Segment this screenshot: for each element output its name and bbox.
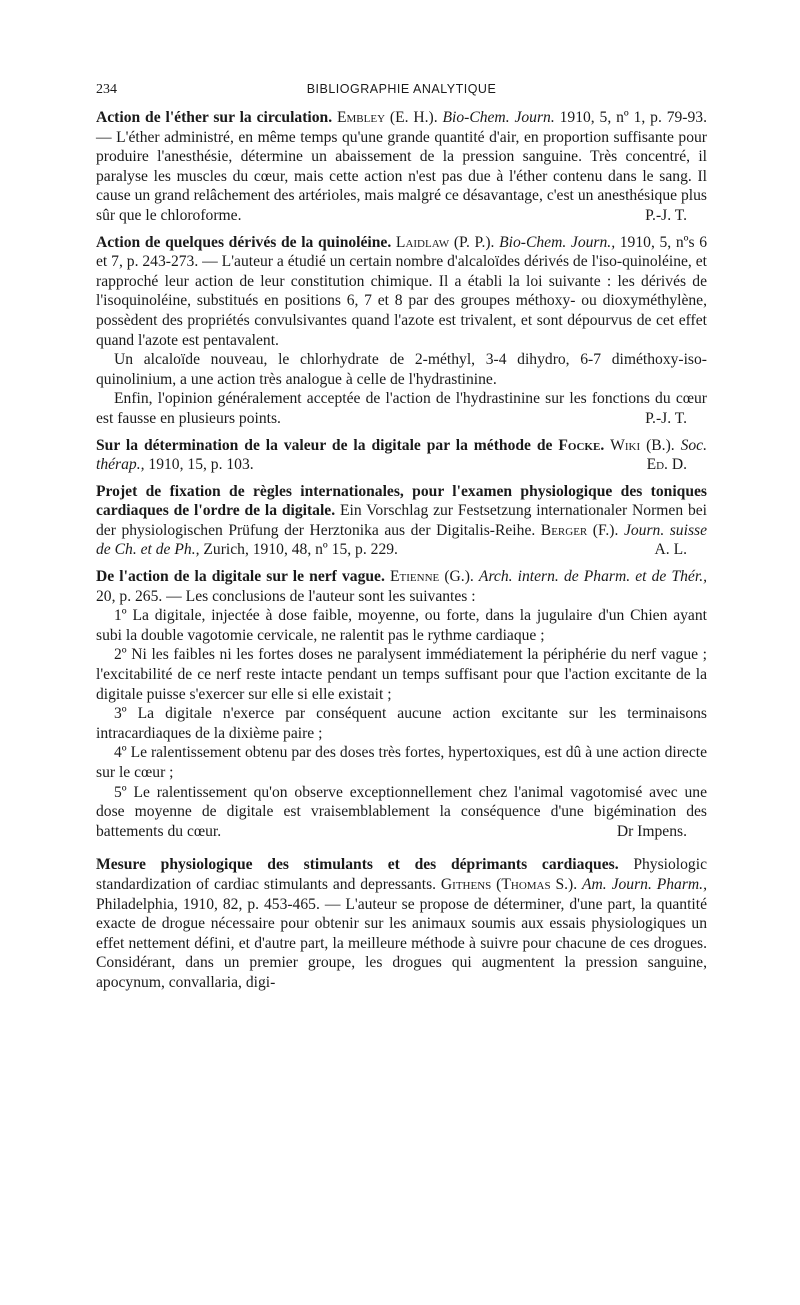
entry-author: Etienne [390, 568, 440, 586]
entry-title: Mesure physiologique des stimulants et des déprimants cardiaques. [96, 856, 619, 874]
entry-paragraph-3 [96, 389, 707, 428]
conclusion-point: 2º Ni les faibles ni les fortes doses ne paralysent immédiatement la périphérie du nerf vague ; l'excitabilité de ce nerf reste intacte pendant un temps suffisant pour que l'action excitante de la digitale puisse s'exercer sur elle si elle existait ; [96, 646, 707, 703]
entry-author: Wiki [610, 436, 641, 454]
entry-mesure-physiologique [96, 855, 707, 992]
entry-journal: Soc. thérap., [96, 436, 707, 474]
conclusion-point: 3º La digitale n'exerce par conséquent aucune action excitante sur les terminaisons intracardiaques de la dixième paire ; [96, 705, 707, 742]
entry-title: Action de quelques dérivés de la quinoléine. [96, 233, 392, 251]
entry-journal: Bio-Chem. Journ. [442, 109, 555, 126]
entry-paragraph [96, 482, 707, 560]
entry-reference: 1910, 15, p. 103. [144, 456, 254, 474]
running-head [96, 82, 707, 108]
entry-english-title: Physiologic standardization of cardiac stimulants and depressants. [96, 856, 707, 893]
entry-body: Ein Vorschlag zur Festsetzung internationaler Normen bei der physiologischen Prüfung der Herztonika aus der Digitalis-Reihe. [96, 502, 707, 539]
entry-reference: 1910, 5, nºs 6 et 7, p. 243-273. [96, 233, 708, 271]
entry-paragraph [96, 436, 707, 475]
entry-paragraph-3-text: Enfin, l'opinion généralement acceptée de l'action de l'hydrastinine sur les fonctions du cœur est fausse en plusieurs points. [96, 390, 707, 427]
entry-ether [96, 108, 707, 226]
entry-regles-internationales [96, 482, 707, 560]
entry-paragraph [96, 567, 707, 606]
conclusion-point-text: 5º Le ralentissement qu'on observe exceptionnellement chez l'animal vagotomisé avec une dose moyenne de digitale est vraisemblablement la conséquence d'une bigémination des battements du cœur. [96, 783, 707, 840]
entry-title: Action de l'éther sur la circulation. [96, 109, 333, 126]
entry-nerf-vague [96, 567, 707, 841]
entry-journal: Arch. intern. de Pharm. et de Thér., [478, 568, 707, 586]
entry-reference: 20, p. 265. [96, 587, 163, 605]
running-title: BIBLIOGRAPHIE ANALYTIQUE [306, 82, 497, 96]
entry-author-initials: (P. P.). [449, 233, 500, 251]
entry-author: Githens [440, 875, 492, 893]
entry-author-initials: (G.). [439, 568, 479, 586]
entry-signature: A. L. [654, 541, 687, 559]
entry-body: — Les conclusions de l'auteur sont les suivantes : [162, 587, 476, 605]
entry-title: Sur la détermination de la valeur de la digitale par la méthode de [96, 436, 553, 454]
entry-reference: Zurich, 1910, 48, nº 15, p. 229. [199, 541, 398, 559]
entry-signature: Ed. D. [646, 456, 687, 474]
entry-digitale-focke [96, 436, 707, 475]
entry-body: — L'auteur a étudié un certain nombre d'alcaloïdes dérivés de l'iso-quinoléine, et rapproché leur action de leur constitution chimique. Il a établi la loi suivante : les dérivés de l'isoquinoléine, substitués en positions 6, 7 et 8 par des groupes méthoxy- ou dioxyméthylène, possèdent des propriétés convulsivantes quand l'azote est trivalent, et sont dépourvus de cet effet quand l'azote est pentavalent. [96, 253, 707, 349]
conclusion-point-last [96, 783, 707, 842]
entry-author-initials: (F.). [587, 521, 624, 539]
entry-title-name: Focke. [558, 436, 605, 454]
entry-reference: 1910, 5, nº 1, p. 79-93. [554, 109, 707, 126]
entry-journal: Bio-Chem. Journ., [499, 233, 616, 251]
entry-body: — L'auteur se propose de déterminer, d'une part, la quantité exacte de drogue nécessaire pour obtenir sur les animaux soumis aux essais physiologiques un effet nettement défini, et d'autre part, la meilleure méthode à suivre pour chacune de ces drogues. Considérant, dans un premier groupe, les drogues qui augmentent la pression sanguine, apocynum, convallaria, digi- [96, 895, 708, 991]
entry-author-initials: (Thomas S.). [491, 875, 583, 893]
entry-signature: P.-J. T. [645, 409, 687, 427]
entry-quinoleine [96, 233, 707, 429]
entry-title: De l'action de la digitale sur le nerf vague. [96, 568, 385, 586]
entry-paragraph-2: Un alcaloïde nouveau, le chlorhydrate de 2-méthyl, 3-4 dihydro, 6-7 diméthoxy-iso-quinolinium, a une action très analogue à celle de l'hydrastinine. [96, 351, 707, 388]
entry-author: Berger [540, 521, 588, 539]
entry-journal: Journ. suisse de Ch. et de Ph., [96, 521, 707, 559]
entry-signature: Dr Impens. [616, 822, 687, 840]
entry-title: Projet de fixation de règles internationales, pour l'examen physiologique des toniques cardiaques de l'ordre de la digitale. [96, 482, 707, 520]
entry-reference: Philadelphia, 1910, 82, p. 453-465. [96, 895, 320, 913]
entry-paragraph [96, 233, 707, 351]
entry-author-initials: (B.). [640, 436, 681, 454]
entry-author: Embley [336, 109, 386, 126]
entry-paragraph [96, 108, 707, 226]
entry-author-initials: (E. H.). [385, 109, 443, 126]
entry-author: Laidlaw [395, 233, 450, 251]
page [96, 82, 707, 1000]
entry-signature: P.-J. T. [645, 206, 687, 224]
entry-journal: Am. Journ. Pharm., [582, 875, 707, 893]
entry-body: — L'éther administré, en même temps qu'une grande quantité d'air, en proportion suffisante pour produire l'anesthésie, détermine un abaissement de la pression sanguine. Très concentré, il paralyse les muscles du cœur, mais cette action n'est pas due à l'éther contenu dans le sang. Il cause un grand relâchement des artérioles, mais malgré ce désavantage, c'est un anesthésique plus sûr que le chloroforme. [96, 128, 707, 224]
page-number: 234 [96, 82, 117, 97]
entry-paragraph [96, 855, 707, 992]
conclusion-point: 4º Le ralentissement obtenu par des doses très fortes, hypertoxiques, est dû à une action directe sur le cœur ; [96, 744, 707, 781]
conclusion-point: 1º La digitale, injectée à dose faible, moyenne, ou forte, dans la jugulaire d'un Chien ayant subi la double vagotomie cervicale, ne ralentit pas le rythme cardiaque ; [96, 607, 707, 644]
